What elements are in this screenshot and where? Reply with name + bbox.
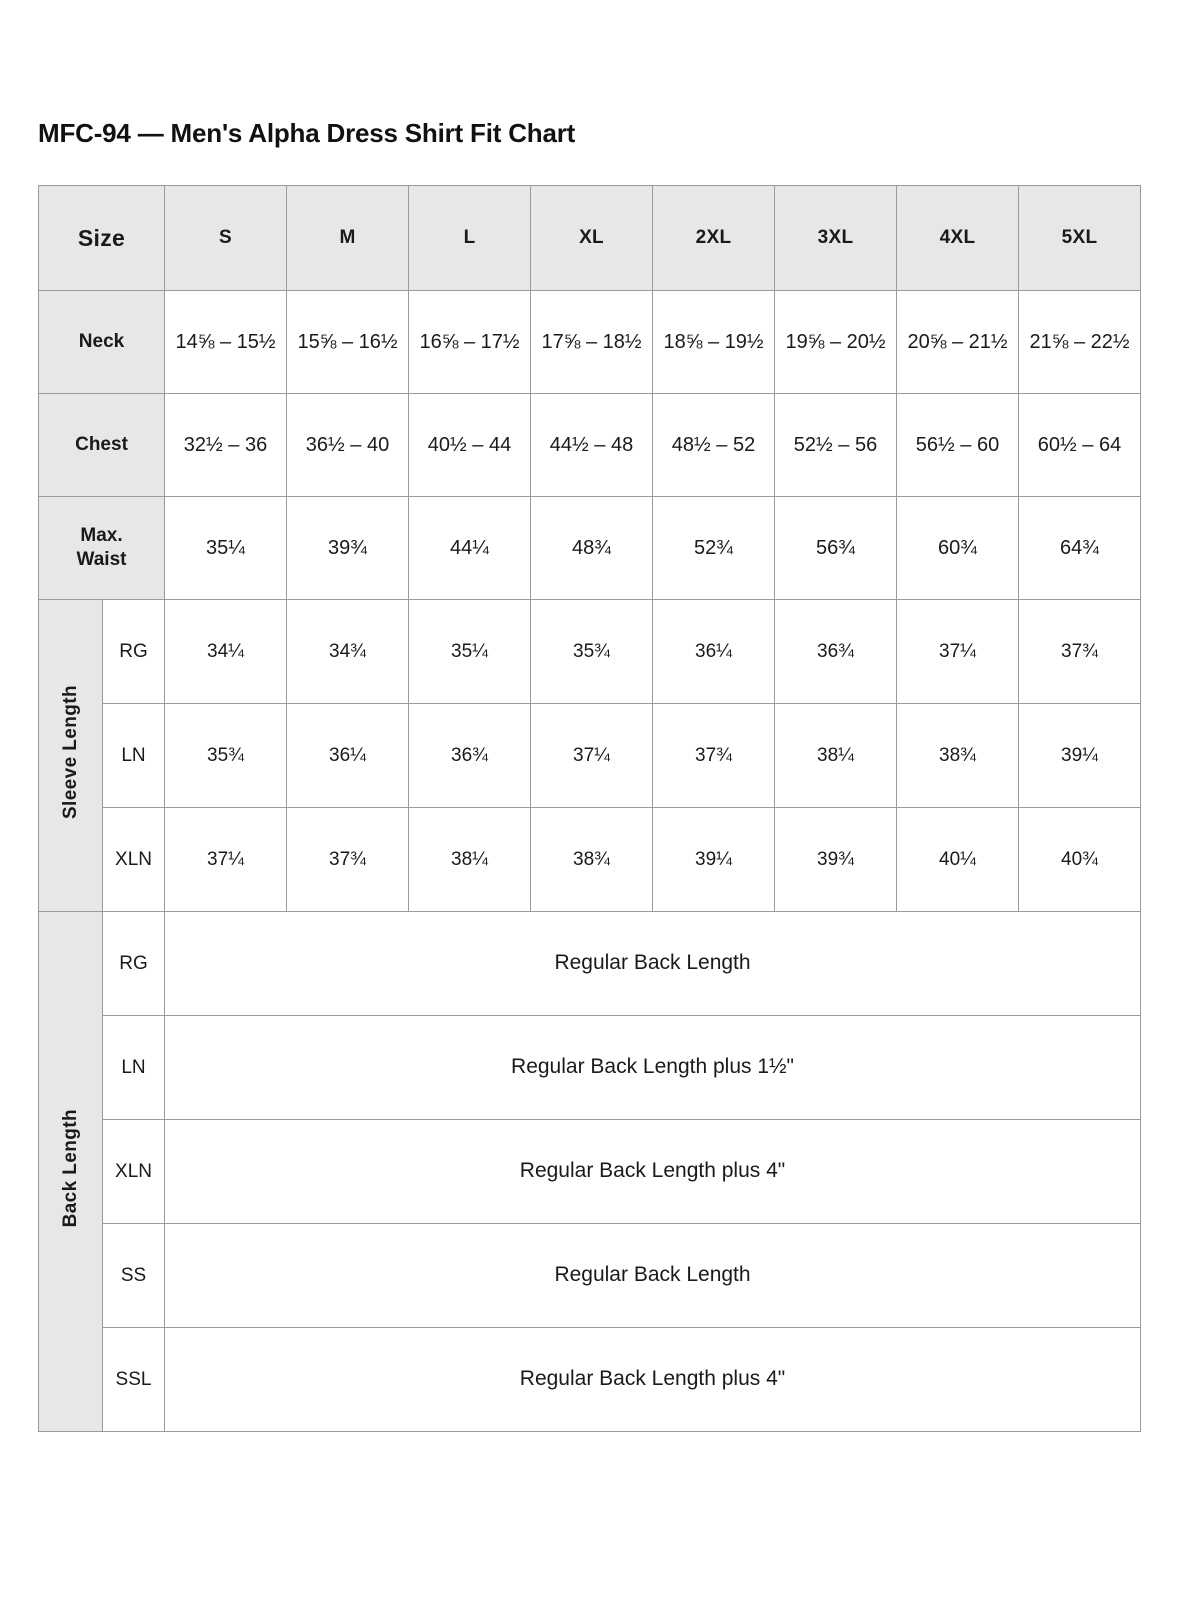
chest-value-4xl: 56½ – 60 <box>897 394 1019 497</box>
sleeve-rg-value-m: 34¾ <box>287 600 409 704</box>
sleeve-ln-value-4xl: 38¾ <box>897 704 1019 808</box>
sleeve-xln-value-l: 38¼ <box>409 808 531 912</box>
sleeve-xln-value-5xl: 40¾ <box>1019 808 1141 912</box>
back-xln-description: Regular Back Length plus 4" <box>165 1120 1141 1224</box>
row-label-chest: Chest <box>39 394 165 497</box>
max-waist-value-xl: 48¾ <box>531 497 653 600</box>
sleeve-rg-value-4xl: 37¼ <box>897 600 1019 704</box>
chest-value-l: 40½ – 44 <box>409 394 531 497</box>
sleeve-rg-value-xl: 35¾ <box>531 600 653 704</box>
sleeve-ln-value-2xl: 37¾ <box>653 704 775 808</box>
page-title: MFC-94 — Men's Alpha Dress Shirt Fit Chart <box>38 118 576 148</box>
sleeve-rg-value-l: 35¼ <box>409 600 531 704</box>
neck-value-5xl: 21⅝ – 22½ <box>1019 291 1141 394</box>
table-row-back-ssl <box>39 1328 1141 1432</box>
sub-label-back-ss: SS <box>103 1224 165 1328</box>
fit-chart-table <box>38 185 1141 1432</box>
neck-value-2xl: 18⅝ – 19½ <box>653 291 775 394</box>
row-label-max-waist-line2: Waist <box>76 549 127 570</box>
neck-value-4xl: 20⅝ – 21½ <box>897 291 1019 394</box>
group-label-sleeve-length <box>39 600 103 912</box>
neck-value-xl: 17⅝ – 18½ <box>531 291 653 394</box>
table-row-sleeve-rg <box>39 600 1141 704</box>
row-label-neck: Neck <box>39 291 165 394</box>
back-ss-description: Regular Back Length <box>165 1224 1141 1328</box>
header-size-l: L <box>409 186 531 291</box>
sub-label-sleeve-xln: XLN <box>103 808 165 912</box>
sleeve-ln-value-5xl: 39¼ <box>1019 704 1141 808</box>
max-waist-value-4xl: 60¾ <box>897 497 1019 600</box>
header-size-4xl: 4XL <box>897 186 1019 291</box>
table-row-back-xln <box>39 1120 1141 1224</box>
sleeve-xln-value-2xl: 39¼ <box>653 808 775 912</box>
sub-label-back-ssl: SSL <box>103 1328 165 1432</box>
header-size-m: M <box>287 186 409 291</box>
back-ssl-description: Regular Back Length plus 4" <box>165 1328 1141 1432</box>
neck-value-3xl: 19⅝ – 20½ <box>775 291 897 394</box>
table-row-back-rg <box>39 912 1141 1016</box>
neck-value-l: 16⅝ – 17½ <box>409 291 531 394</box>
chest-value-5xl: 60½ – 64 <box>1019 394 1141 497</box>
group-label-sleeve-length-text: Sleeve Length <box>59 685 81 820</box>
sleeve-ln-value-m: 36¼ <box>287 704 409 808</box>
table-header-row <box>39 186 1141 291</box>
chest-value-2xl: 48½ – 52 <box>653 394 775 497</box>
sub-label-back-xln: XLN <box>103 1120 165 1224</box>
group-label-back-length <box>39 912 103 1432</box>
sleeve-ln-value-xl: 37¼ <box>531 704 653 808</box>
table-row-neck <box>39 291 1141 394</box>
max-waist-value-3xl: 56¾ <box>775 497 897 600</box>
table-row-back-ss <box>39 1224 1141 1328</box>
sub-label-sleeve-ln: LN <box>103 704 165 808</box>
sleeve-rg-value-5xl: 37¾ <box>1019 600 1141 704</box>
chest-value-s: 32½ – 36 <box>165 394 287 497</box>
sleeve-ln-value-3xl: 38¼ <box>775 704 897 808</box>
sub-label-back-rg: RG <box>103 912 165 1016</box>
back-rg-description: Regular Back Length <box>165 912 1141 1016</box>
max-waist-value-l: 44¼ <box>409 497 531 600</box>
sleeve-xln-value-xl: 38¾ <box>531 808 653 912</box>
header-size-5xl: 5XL <box>1019 186 1141 291</box>
table-row-chest <box>39 394 1141 497</box>
header-size-3xl: 3XL <box>775 186 897 291</box>
group-label-back-length-text: Back Length <box>59 1108 81 1228</box>
header-size-xl: XL <box>531 186 653 291</box>
chest-value-xl: 44½ – 48 <box>531 394 653 497</box>
max-waist-value-5xl: 64¾ <box>1019 497 1141 600</box>
sleeve-ln-value-s: 35¾ <box>165 704 287 808</box>
sleeve-xln-value-s: 37¼ <box>165 808 287 912</box>
neck-value-m: 15⅝ – 16½ <box>287 291 409 394</box>
table-row-back-ln <box>39 1016 1141 1120</box>
sleeve-ln-value-l: 36¾ <box>409 704 531 808</box>
sleeve-rg-value-3xl: 36¾ <box>775 600 897 704</box>
table-row-sleeve-xln <box>39 808 1141 912</box>
max-waist-value-s: 35¼ <box>165 497 287 600</box>
chest-value-m: 36½ – 40 <box>287 394 409 497</box>
sleeve-xln-value-m: 37¾ <box>287 808 409 912</box>
sub-label-sleeve-rg: RG <box>103 600 165 704</box>
header-size-s: S <box>165 186 287 291</box>
row-label-max-waist <box>39 497 165 600</box>
sleeve-xln-value-4xl: 40¼ <box>897 808 1019 912</box>
sleeve-rg-value-s: 34¼ <box>165 600 287 704</box>
table-row-max-waist <box>39 497 1141 600</box>
chest-value-3xl: 52½ – 56 <box>775 394 897 497</box>
row-label-max-waist-line1: Max. <box>80 525 123 547</box>
sub-label-back-ln: LN <box>103 1016 165 1120</box>
neck-value-s: 14⅝ – 15½ <box>165 291 287 394</box>
table-row-sleeve-ln <box>39 704 1141 808</box>
header-size-label: Size <box>39 186 165 291</box>
max-waist-value-m: 39¾ <box>287 497 409 600</box>
sleeve-rg-value-2xl: 36¼ <box>653 600 775 704</box>
sleeve-xln-value-3xl: 39¾ <box>775 808 897 912</box>
max-waist-value-2xl: 52¾ <box>653 497 775 600</box>
header-size-2xl: 2XL <box>653 186 775 291</box>
back-ln-description: Regular Back Length plus 1½" <box>165 1016 1141 1120</box>
